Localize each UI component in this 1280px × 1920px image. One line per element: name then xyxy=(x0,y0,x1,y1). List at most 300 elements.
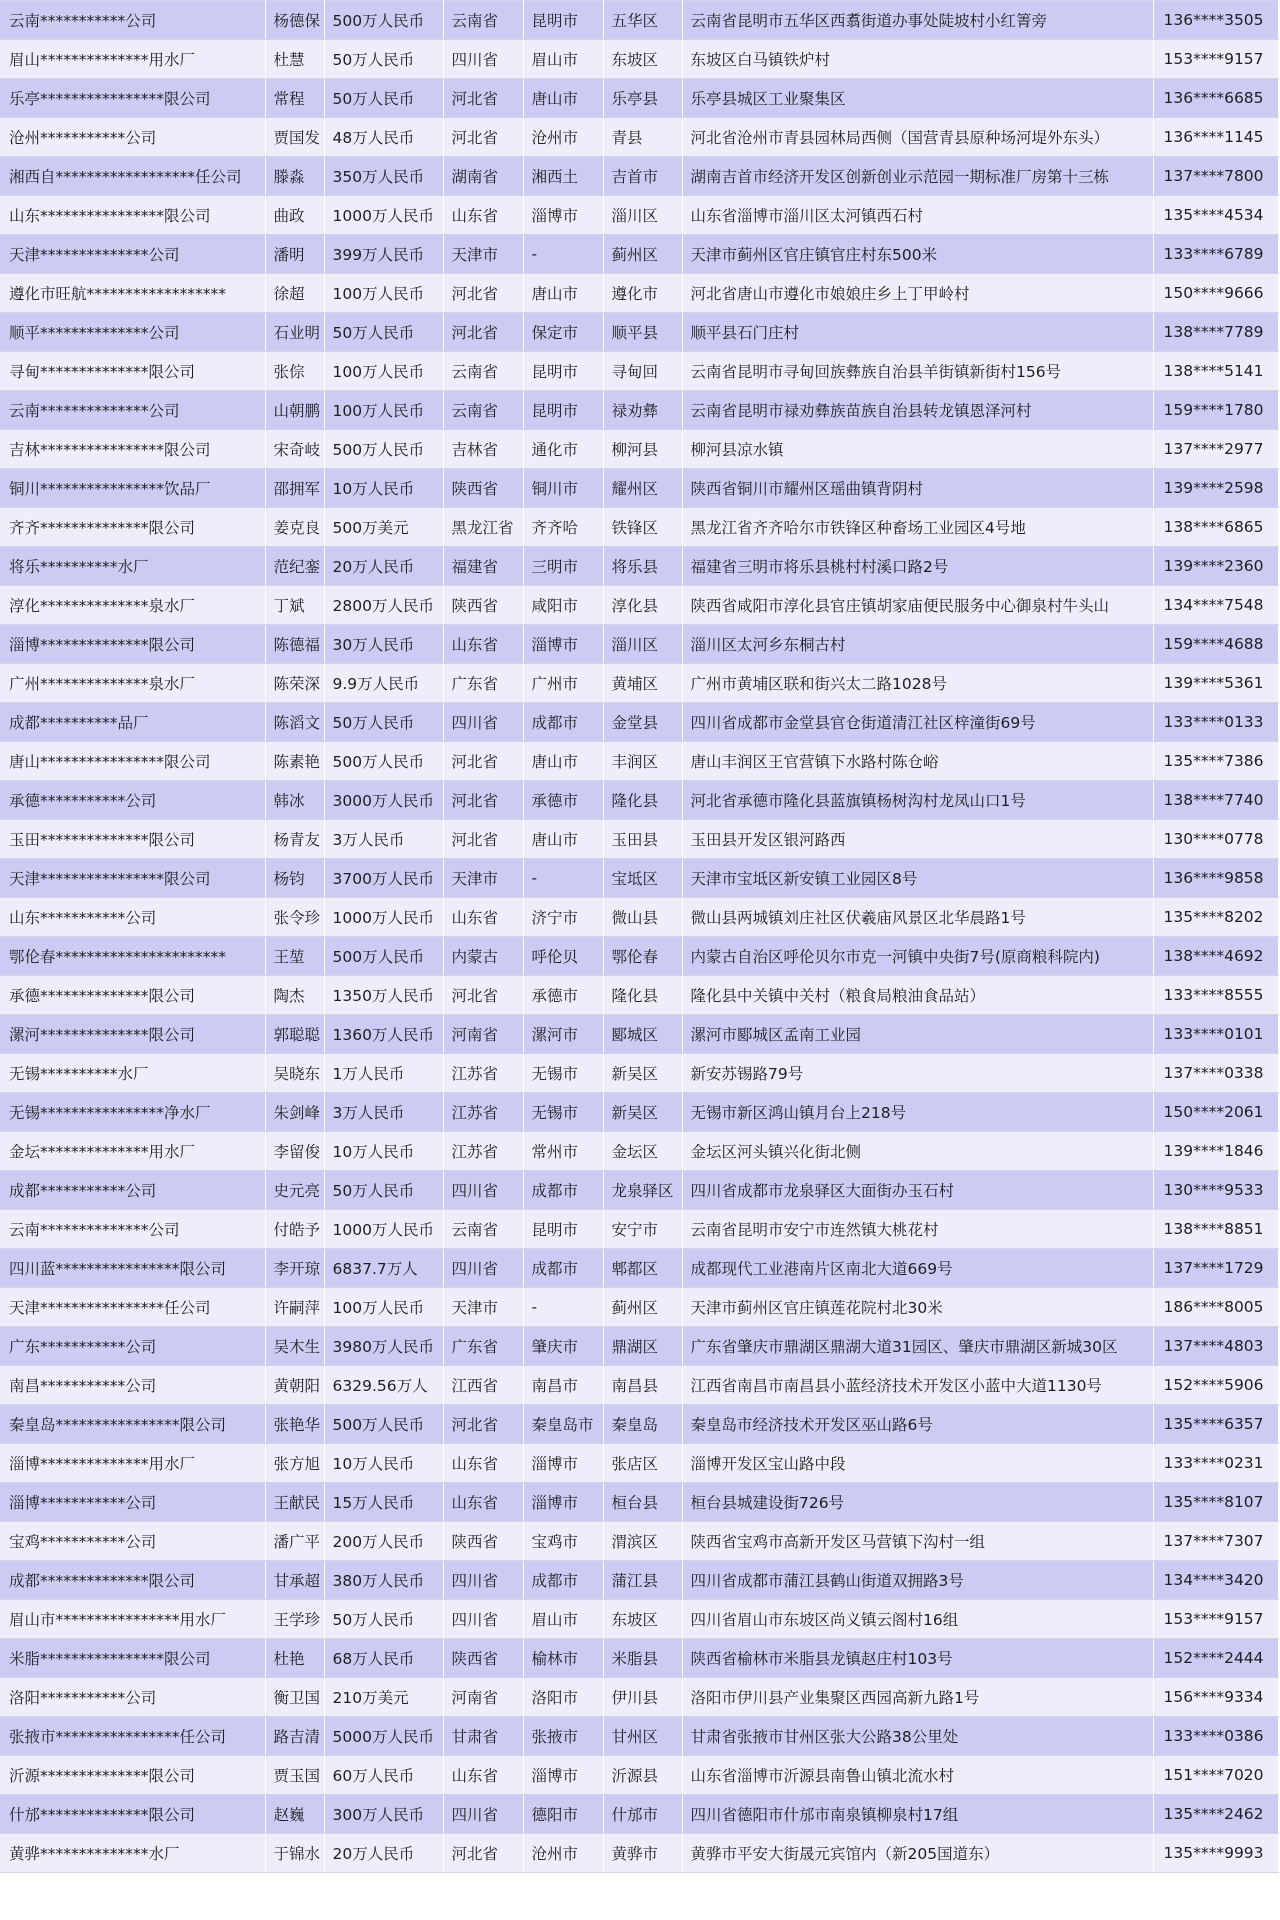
province-cell: 云南省 xyxy=(443,391,523,430)
company-cell: 顺平**************公司 xyxy=(0,313,265,352)
contact-cell: 陈素艳 xyxy=(265,742,324,781)
address-cell: 陕西省榆林市米脂县龙镇赵庄村103号 xyxy=(682,1639,1153,1678)
table-row xyxy=(0,430,1278,469)
contact-cell: 陈德福 xyxy=(265,625,324,664)
company-cell: 吉林****************限公司 xyxy=(0,430,265,469)
capital-cell: 48万人民币 xyxy=(324,118,443,157)
city-cell: 漯河市 xyxy=(523,1015,603,1054)
company-cell: 将乐**********水厂 xyxy=(0,547,265,586)
province-cell: 吉林省 xyxy=(443,430,523,469)
province-cell: 陕西省 xyxy=(443,469,523,508)
table-row xyxy=(0,1444,1278,1483)
district-cell: 金坛区 xyxy=(603,1132,682,1171)
capital-cell: 5000万人民币 xyxy=(324,1717,443,1756)
district-cell: 禄劝彝 xyxy=(603,391,682,430)
capital-cell: 3000万人民币 xyxy=(324,781,443,820)
company-cell: 沂源**************限公司 xyxy=(0,1756,265,1795)
phone-cell: 135****8202 xyxy=(1153,898,1278,937)
province-cell: 河北省 xyxy=(443,274,523,313)
city-cell: 秦皇岛市 xyxy=(523,1405,603,1444)
city-cell: 唐山市 xyxy=(523,742,603,781)
phone-cell: 156****9334 xyxy=(1153,1678,1278,1717)
city-cell: 成都市 xyxy=(523,703,603,742)
contact-cell: 王堃 xyxy=(265,937,324,976)
district-cell: 金堂县 xyxy=(603,703,682,742)
phone-cell: 153****9157 xyxy=(1153,1600,1278,1639)
district-cell: 吉首市 xyxy=(603,157,682,196)
district-cell: 铁锋区 xyxy=(603,508,682,547)
address-cell: 陕西省咸阳市淳化县官庄镇胡家庙便民服务中心御泉村牛头山 xyxy=(682,586,1153,625)
contact-cell: 张令珍 xyxy=(265,898,324,937)
table-row xyxy=(0,1561,1278,1600)
province-cell: 四川省 xyxy=(443,1561,523,1600)
company-cell: 淳化**************泉水厂 xyxy=(0,586,265,625)
company-cell: 秦皇岛****************限公司 xyxy=(0,1405,265,1444)
table-row xyxy=(0,781,1278,820)
table-row xyxy=(0,313,1278,352)
city-cell: 张掖市 xyxy=(523,1717,603,1756)
contact-cell: 朱剑峰 xyxy=(265,1093,324,1132)
capital-cell: 50万人民币 xyxy=(324,703,443,742)
province-cell: 四川省 xyxy=(443,703,523,742)
city-cell: 保定市 xyxy=(523,313,603,352)
phone-cell: 135****8107 xyxy=(1153,1483,1278,1522)
table-row xyxy=(0,1015,1278,1054)
city-cell: 南昌市 xyxy=(523,1366,603,1405)
district-cell: 渭滨区 xyxy=(603,1522,682,1561)
phone-cell: 135****2462 xyxy=(1153,1795,1278,1834)
capital-cell: 30万人民币 xyxy=(324,625,443,664)
city-cell: 榆林市 xyxy=(523,1639,603,1678)
table-row xyxy=(0,547,1278,586)
city-cell: 昆明市 xyxy=(523,1,603,40)
address-cell: 秦皇岛市经济技术开发区巫山路6号 xyxy=(682,1405,1153,1444)
company-cell: 淄博**************限公司 xyxy=(0,625,265,664)
district-cell: 秦皇岛 xyxy=(603,1405,682,1444)
table-row xyxy=(0,742,1278,781)
province-cell: 河北省 xyxy=(443,742,523,781)
table-row xyxy=(0,235,1278,274)
address-cell: 四川省成都市金堂县官仓街道清江社区梓潼街69号 xyxy=(682,703,1153,742)
district-cell: 郾城区 xyxy=(603,1015,682,1054)
phone-cell: 153****9157 xyxy=(1153,40,1278,79)
address-cell: 江西省南昌市南昌县小蓝经济技术开发区小蓝中大道1130号 xyxy=(682,1366,1153,1405)
address-cell: 陕西省铜川市耀州区瑶曲镇背阴村 xyxy=(682,469,1153,508)
contact-cell: 潘广平 xyxy=(265,1522,324,1561)
city-cell: 洛阳市 xyxy=(523,1678,603,1717)
contact-cell: 史元亮 xyxy=(265,1171,324,1210)
province-cell: 江苏省 xyxy=(443,1093,523,1132)
city-cell: - xyxy=(523,859,603,898)
province-cell: 黑龙江省 xyxy=(443,508,523,547)
contact-cell: 吴晓东 xyxy=(265,1054,324,1093)
table-row xyxy=(0,1327,1278,1366)
district-cell: 黄骅市 xyxy=(603,1834,682,1873)
province-cell: 云南省 xyxy=(443,1,523,40)
contact-cell: 山朝鹏 xyxy=(265,391,324,430)
contact-cell: 韩冰 xyxy=(265,781,324,820)
phone-cell: 136****1145 xyxy=(1153,118,1278,157)
city-cell: 铜川市 xyxy=(523,469,603,508)
capital-cell: 60万人民币 xyxy=(324,1756,443,1795)
province-cell: 山东省 xyxy=(443,1756,523,1795)
district-cell: 南昌县 xyxy=(603,1366,682,1405)
address-cell: 山东省淄博市淄川区太河镇西石村 xyxy=(682,196,1153,235)
table-row xyxy=(0,1054,1278,1093)
capital-cell: 50万人民币 xyxy=(324,40,443,79)
address-cell: 黄骅市平安大街晟元宾馆内（新205国道东） xyxy=(682,1834,1153,1873)
district-cell: 龙泉驿区 xyxy=(603,1171,682,1210)
address-cell: 四川省成都市龙泉驿区大面街办玉石村 xyxy=(682,1171,1153,1210)
address-cell: 四川省德阳市什邡市南泉镇柳泉村17组 xyxy=(682,1795,1153,1834)
company-cell: 云南***********公司 xyxy=(0,1,265,40)
city-cell: 德阳市 xyxy=(523,1795,603,1834)
province-cell: 四川省 xyxy=(443,1795,523,1834)
address-cell: 微山县两城镇刘庄社区伏羲庙风景区北华晨路1号 xyxy=(682,898,1153,937)
capital-cell: 3980万人民币 xyxy=(324,1327,443,1366)
contact-cell: 于锦水 xyxy=(265,1834,324,1873)
district-cell: 新吴区 xyxy=(603,1093,682,1132)
table-row xyxy=(0,664,1278,703)
phone-cell: 152****5906 xyxy=(1153,1366,1278,1405)
table-row xyxy=(0,157,1278,196)
address-cell: 天津市宝坻区新安镇工业园区8号 xyxy=(682,859,1153,898)
table-row xyxy=(0,1522,1278,1561)
district-cell: 安宁市 xyxy=(603,1210,682,1249)
district-cell: 东坡区 xyxy=(603,40,682,79)
capital-cell: 1360万人民币 xyxy=(324,1015,443,1054)
company-cell: 承德***********公司 xyxy=(0,781,265,820)
phone-cell: 130****0778 xyxy=(1153,820,1278,859)
contact-cell: 王学珍 xyxy=(265,1600,324,1639)
district-cell: 隆化县 xyxy=(603,976,682,1015)
phone-cell: 134****7548 xyxy=(1153,586,1278,625)
company-cell: 天津****************任公司 xyxy=(0,1288,265,1327)
address-cell: 甘肃省张掖市甘州区张大公路38公里处 xyxy=(682,1717,1153,1756)
city-cell: 淄博市 xyxy=(523,196,603,235)
company-cell: 遵化市旺航****************** xyxy=(0,274,265,313)
contact-cell: 徐超 xyxy=(265,274,324,313)
company-cell: 张掖市****************任公司 xyxy=(0,1717,265,1756)
address-cell: 内蒙古自治区呼伦贝尔市克一河镇中央街7号(原商粮科院内) xyxy=(682,937,1153,976)
district-cell: 玉田县 xyxy=(603,820,682,859)
district-cell: 五华区 xyxy=(603,1,682,40)
province-cell: 山东省 xyxy=(443,1483,523,1522)
province-cell: 河北省 xyxy=(443,781,523,820)
table-row xyxy=(0,1093,1278,1132)
address-cell: 顺平县石门庄村 xyxy=(682,313,1153,352)
district-cell: 将乐县 xyxy=(603,547,682,586)
district-cell: 淄川区 xyxy=(603,196,682,235)
city-cell: 呼伦贝 xyxy=(523,937,603,976)
capital-cell: 10万人民币 xyxy=(324,469,443,508)
district-cell: 宝坻区 xyxy=(603,859,682,898)
address-cell: 东坡区白马镇铁炉村 xyxy=(682,40,1153,79)
district-cell: 蓟州区 xyxy=(603,1288,682,1327)
capital-cell: 500万人民币 xyxy=(324,742,443,781)
district-cell: 沂源县 xyxy=(603,1756,682,1795)
address-cell: 无锡市新区鸿山镇月台上218号 xyxy=(682,1093,1153,1132)
city-cell: 眉山市 xyxy=(523,40,603,79)
district-cell: 寻甸回 xyxy=(603,352,682,391)
province-cell: 河南省 xyxy=(443,1678,523,1717)
phone-cell: 133****0133 xyxy=(1153,703,1278,742)
company-cell: 无锡****************净水厂 xyxy=(0,1093,265,1132)
city-cell: 三明市 xyxy=(523,547,603,586)
contact-cell: 衡卫国 xyxy=(265,1678,324,1717)
phone-cell: 137****0338 xyxy=(1153,1054,1278,1093)
phone-cell: 150****2061 xyxy=(1153,1093,1278,1132)
address-cell: 唐山丰润区王官营镇下水路村陈仓峪 xyxy=(682,742,1153,781)
province-cell: 山东省 xyxy=(443,1444,523,1483)
capital-cell: 50万人民币 xyxy=(324,313,443,352)
province-cell: 天津市 xyxy=(443,859,523,898)
phone-cell: 139****5361 xyxy=(1153,664,1278,703)
table-row xyxy=(0,469,1278,508)
phone-cell: 151****7020 xyxy=(1153,1756,1278,1795)
district-cell: 青县 xyxy=(603,118,682,157)
district-cell: 伊川县 xyxy=(603,1678,682,1717)
phone-cell: 150****9666 xyxy=(1153,274,1278,313)
contact-cell: 滕淼 xyxy=(265,157,324,196)
capital-cell: 15万人民币 xyxy=(324,1483,443,1522)
table-row xyxy=(0,703,1278,742)
phone-cell: 138****7740 xyxy=(1153,781,1278,820)
city-cell: 成都市 xyxy=(523,1171,603,1210)
city-cell: 眉山市 xyxy=(523,1600,603,1639)
contact-cell: 常程 xyxy=(265,79,324,118)
table-row xyxy=(0,79,1278,118)
district-cell: 耀州区 xyxy=(603,469,682,508)
phone-cell: 135****7386 xyxy=(1153,742,1278,781)
table-row xyxy=(0,274,1278,313)
province-cell: 陕西省 xyxy=(443,1639,523,1678)
table-row xyxy=(0,1288,1278,1327)
address-cell: 云南省昆明市安宁市连然镇大桃花村 xyxy=(682,1210,1153,1249)
city-cell: 咸阳市 xyxy=(523,586,603,625)
phone-cell: 137****2977 xyxy=(1153,430,1278,469)
district-cell: 甘州区 xyxy=(603,1717,682,1756)
phone-cell: 152****2444 xyxy=(1153,1639,1278,1678)
district-cell: 新吴区 xyxy=(603,1054,682,1093)
capital-cell: 2800万人民币 xyxy=(324,586,443,625)
province-cell: 陕西省 xyxy=(443,1522,523,1561)
address-cell: 隆化县中关镇中关村（粮食局粮油食品站） xyxy=(682,976,1153,1015)
table-row xyxy=(0,1756,1278,1795)
company-cell: 黄骅**************水厂 xyxy=(0,1834,265,1873)
company-cell: 眉山**************用水厂 xyxy=(0,40,265,79)
capital-cell: 200万人民币 xyxy=(324,1522,443,1561)
phone-cell: 137****1729 xyxy=(1153,1249,1278,1288)
company-cell: 四川蓝****************限公司 xyxy=(0,1249,265,1288)
table-row xyxy=(0,1834,1278,1873)
capital-cell: 100万人民币 xyxy=(324,352,443,391)
address-cell: 云南省昆明市五华区西翥街道办事处陡坡村小红箐旁 xyxy=(682,1,1153,40)
company-cell: 齐齐**************限公司 xyxy=(0,508,265,547)
company-cell: 广东***********公司 xyxy=(0,1327,265,1366)
province-cell: 江苏省 xyxy=(443,1054,523,1093)
company-cell: 成都**************限公司 xyxy=(0,1561,265,1600)
table-row xyxy=(0,1249,1278,1288)
capital-cell: 20万人民币 xyxy=(324,1834,443,1873)
district-cell: 遵化市 xyxy=(603,274,682,313)
province-cell: 内蒙古 xyxy=(443,937,523,976)
district-cell: 张店区 xyxy=(603,1444,682,1483)
contact-cell: 吴木生 xyxy=(265,1327,324,1366)
contact-cell: 杜慧 xyxy=(265,40,324,79)
city-cell: 淄博市 xyxy=(523,1444,603,1483)
contact-cell: 杜艳 xyxy=(265,1639,324,1678)
city-cell: 齐齐哈 xyxy=(523,508,603,547)
company-cell: 洛阳***********公司 xyxy=(0,1678,265,1717)
company-cell: 玉田**************限公司 xyxy=(0,820,265,859)
table-row xyxy=(0,586,1278,625)
company-cell: 湘西自******************任公司 xyxy=(0,157,265,196)
phone-cell: 133****0231 xyxy=(1153,1444,1278,1483)
company-cell: 云南**************公司 xyxy=(0,391,265,430)
capital-cell: 10万人民币 xyxy=(324,1132,443,1171)
province-cell: 四川省 xyxy=(443,1249,523,1288)
capital-cell: 6837.7万人 xyxy=(324,1249,443,1288)
phone-cell: 137****7307 xyxy=(1153,1522,1278,1561)
address-cell: 广州市黄埔区联和街兴太二路1028号 xyxy=(682,664,1153,703)
district-cell: 蓟州区 xyxy=(603,235,682,274)
phone-cell: 133****8555 xyxy=(1153,976,1278,1015)
province-cell: 河南省 xyxy=(443,1015,523,1054)
capital-cell: 210万美元 xyxy=(324,1678,443,1717)
company-cell: 什邡**************限公司 xyxy=(0,1795,265,1834)
company-cell: 沧州***********公司 xyxy=(0,118,265,157)
address-cell: 成都现代工业港南片区南北大道669号 xyxy=(682,1249,1153,1288)
phone-cell: 133****6789 xyxy=(1153,235,1278,274)
city-cell: 淄博市 xyxy=(523,1756,603,1795)
phone-cell: 133****0101 xyxy=(1153,1015,1278,1054)
company-cell: 铜川****************饮品厂 xyxy=(0,469,265,508)
address-cell: 河北省唐山市遵化市娘娘庄乡上丁甲岭村 xyxy=(682,274,1153,313)
table-row xyxy=(0,1171,1278,1210)
contact-cell: 贾国发 xyxy=(265,118,324,157)
province-cell: 天津市 xyxy=(443,1288,523,1327)
phone-cell: 138****5141 xyxy=(1153,352,1278,391)
province-cell: 四川省 xyxy=(443,1600,523,1639)
district-cell: 淳化县 xyxy=(603,586,682,625)
city-cell: 无锡市 xyxy=(523,1093,603,1132)
phone-cell: 135****4534 xyxy=(1153,196,1278,235)
contact-cell: 陈滔文 xyxy=(265,703,324,742)
district-cell: 米脂县 xyxy=(603,1639,682,1678)
company-cell: 寻甸**************限公司 xyxy=(0,352,265,391)
capital-cell: 350万人民币 xyxy=(324,157,443,196)
address-cell: 新安苏锡路79号 xyxy=(682,1054,1153,1093)
city-cell: 昆明市 xyxy=(523,352,603,391)
contact-cell: 杨德保 xyxy=(265,1,324,40)
table-row xyxy=(0,1678,1278,1717)
address-cell: 洛阳市伊川县产业集聚区西园高新九路1号 xyxy=(682,1678,1153,1717)
province-cell: 河北省 xyxy=(443,118,523,157)
company-cell: 米脂****************限公司 xyxy=(0,1639,265,1678)
address-cell: 漯河市郾城区孟南工业园 xyxy=(682,1015,1153,1054)
capital-cell: 50万人民币 xyxy=(324,79,443,118)
contact-cell: 石业明 xyxy=(265,313,324,352)
capital-cell: 399万人民币 xyxy=(324,235,443,274)
district-cell: 淄川区 xyxy=(603,625,682,664)
province-cell: 江西省 xyxy=(443,1366,523,1405)
district-cell: 微山县 xyxy=(603,898,682,937)
district-cell: 鄂伦春 xyxy=(603,937,682,976)
province-cell: 山东省 xyxy=(443,898,523,937)
contact-cell: 王献民 xyxy=(265,1483,324,1522)
contact-cell: 付皓予 xyxy=(265,1210,324,1249)
capital-cell: 1000万人民币 xyxy=(324,898,443,937)
company-cell: 眉山市****************用水厂 xyxy=(0,1600,265,1639)
city-cell: 广州市 xyxy=(523,664,603,703)
contact-cell: 张倧 xyxy=(265,352,324,391)
company-cell: 漯河**************限公司 xyxy=(0,1015,265,1054)
capital-cell: 3万人民币 xyxy=(324,1093,443,1132)
province-cell: 河北省 xyxy=(443,976,523,1015)
capital-cell: 1000万人民币 xyxy=(324,1210,443,1249)
capital-cell: 500万人民币 xyxy=(324,430,443,469)
capital-cell: 3700万人民币 xyxy=(324,859,443,898)
table-row xyxy=(0,40,1278,79)
province-cell: 广东省 xyxy=(443,664,523,703)
province-cell: 山东省 xyxy=(443,196,523,235)
company-cell: 乐亭****************限公司 xyxy=(0,79,265,118)
capital-cell: 100万人民币 xyxy=(324,1288,443,1327)
phone-cell: 139****2360 xyxy=(1153,547,1278,586)
contact-cell: 陈荣深 xyxy=(265,664,324,703)
phone-cell: 186****8005 xyxy=(1153,1288,1278,1327)
contact-cell: 贾玉国 xyxy=(265,1756,324,1795)
phone-cell: 138****7789 xyxy=(1153,313,1278,352)
company-cell: 金坛**************用水厂 xyxy=(0,1132,265,1171)
address-cell: 陕西省宝鸡市高新开发区马营镇下沟村一组 xyxy=(682,1522,1153,1561)
district-cell: 桓台县 xyxy=(603,1483,682,1522)
province-cell: 四川省 xyxy=(443,40,523,79)
district-cell: 隆化县 xyxy=(603,781,682,820)
capital-cell: 500万人民币 xyxy=(324,1,443,40)
address-cell: 黑龙江省齐齐哈尔市铁锋区种畜场工业园区4号地 xyxy=(682,508,1153,547)
table-row xyxy=(0,820,1278,859)
province-cell: 河北省 xyxy=(443,1834,523,1873)
address-cell: 福建省三明市将乐县桃村村溪口路2号 xyxy=(682,547,1153,586)
city-cell: 淄博市 xyxy=(523,625,603,664)
city-cell: 昆明市 xyxy=(523,391,603,430)
table-row xyxy=(0,1639,1278,1678)
company-cell: 山东****************限公司 xyxy=(0,196,265,235)
contact-cell: 路吉清 xyxy=(265,1717,324,1756)
city-cell: 肇庆市 xyxy=(523,1327,603,1366)
address-cell: 山东省淄博市沂源县南鲁山镇北流水村 xyxy=(682,1756,1153,1795)
table-row xyxy=(0,1366,1278,1405)
city-cell: 济宁市 xyxy=(523,898,603,937)
capital-cell: 50万人民币 xyxy=(324,1171,443,1210)
city-cell: 宝鸡市 xyxy=(523,1522,603,1561)
contact-cell: 张方旭 xyxy=(265,1444,324,1483)
city-cell: 常州市 xyxy=(523,1132,603,1171)
district-cell: 鼎湖区 xyxy=(603,1327,682,1366)
address-cell: 云南省昆明市禄劝彝族苗族自治县转龙镇恩泽河村 xyxy=(682,391,1153,430)
phone-cell: 137****4803 xyxy=(1153,1327,1278,1366)
address-cell: 四川省成都市蒲江县鹤山街道双拥路3号 xyxy=(682,1561,1153,1600)
company-cell: 淄博***********公司 xyxy=(0,1483,265,1522)
province-cell: 福建省 xyxy=(443,547,523,586)
table-row xyxy=(0,196,1278,235)
province-cell: 陕西省 xyxy=(443,586,523,625)
contact-cell: 潘明 xyxy=(265,235,324,274)
address-cell: 河北省沧州市青县园林局西侧（国营青县原种场河堤外东头） xyxy=(682,118,1153,157)
city-cell: 沧州市 xyxy=(523,118,603,157)
